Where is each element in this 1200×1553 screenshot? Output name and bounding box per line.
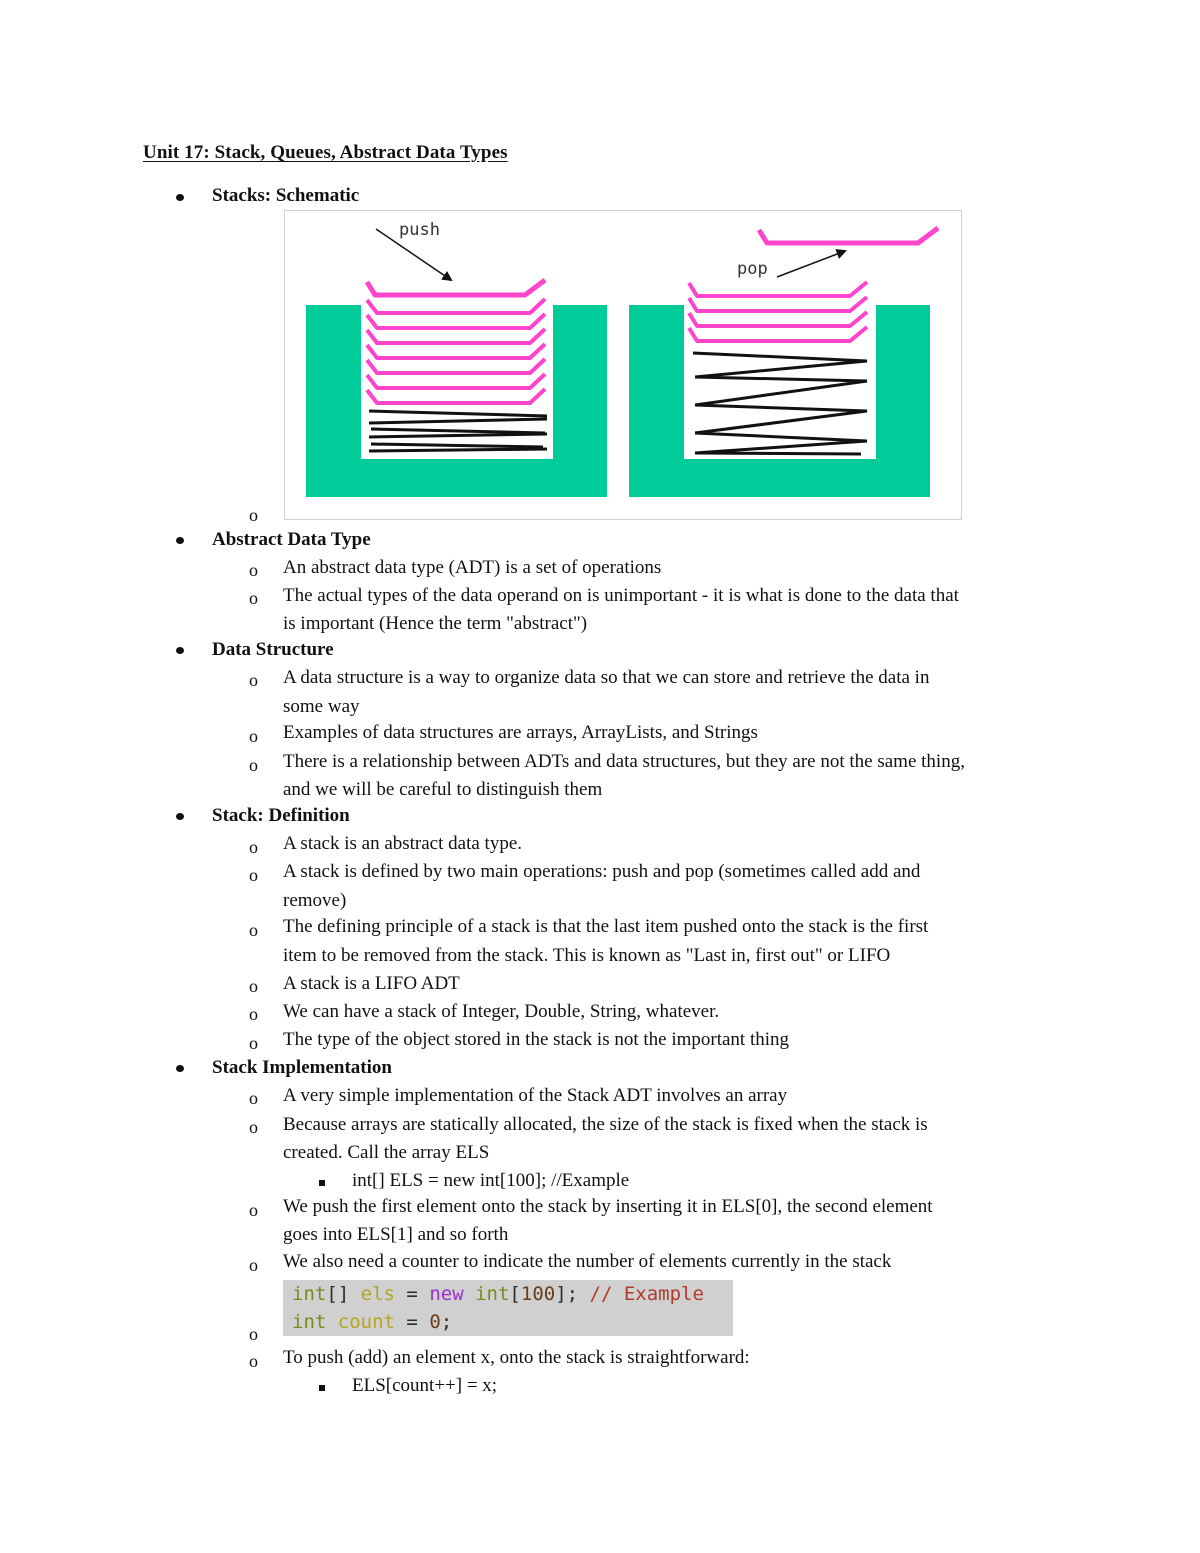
impl-item-3-cont: goes into ELS[1] and so forth [283, 1224, 509, 1245]
bullet-o: o [249, 1324, 258, 1344]
impl-item-5: To push (add) an element x, onto the stack is straightforward: [283, 1347, 750, 1368]
def-item-1: A stack is an abstract data type. [283, 833, 523, 854]
pop-label: pop [737, 259, 768, 279]
stack-schematic-svg [285, 211, 961, 519]
bullet-o: o [249, 588, 258, 608]
impl-item-4: We also need a counter to indicate the number of elements currently in the stack [283, 1251, 892, 1272]
bullet-square [319, 1180, 325, 1186]
section-heading-data-structure: Data Structure [212, 639, 334, 660]
code-block [283, 1280, 733, 1336]
bullet-dot [176, 1065, 184, 1072]
impl-subitem-push: ELS[count++] = x; [352, 1375, 498, 1396]
code-line-2: int count = 0; [292, 1311, 453, 1333]
adt-item-2: The actual types of the data operand on is unimportant - it is what is done to the data that [283, 585, 959, 606]
left-pink-plates [367, 280, 545, 403]
impl-item-2-cont: created. Call the array ELS [283, 1142, 490, 1163]
def-item-3-cont: item to be removed from the stack. This is known as "Last in, first out" or LIFO [283, 945, 891, 966]
def-item-6: The type of the object stored in the stack is not the important thing [283, 1029, 790, 1050]
bullet-o: o [249, 1117, 258, 1137]
bullet-o: o [249, 755, 258, 775]
ds-item-3-cont: and we will be careful to distinguish them [283, 779, 603, 800]
bullet-o: o [249, 560, 258, 580]
bullet-dot [176, 194, 184, 201]
impl-item-1: A very simple implementation of the Stack ADT involves an array [283, 1085, 788, 1106]
bullet-square [319, 1385, 325, 1391]
impl-item-2: Because arrays are statically allocated, the size of the stack is fixed when the stack is [283, 1114, 928, 1135]
bullet-o: o [249, 976, 258, 996]
bullet-o: o [249, 1255, 258, 1275]
page-title: Unit 17: Stack, Queues, Abstract Data Types [143, 142, 508, 163]
def-item-2: A stack is defined by two main operations: push and pop (sometimes called add and [283, 861, 921, 882]
section-heading-stack-definition: Stack: Definition [212, 805, 350, 826]
push-label: push [399, 220, 440, 240]
impl-subitem-code: int[] ELS = new int[100]; //Example [352, 1170, 630, 1191]
right-stack-container [629, 305, 930, 497]
bullet-o: o [249, 505, 258, 525]
bullet-dot [176, 813, 184, 820]
bullet-o: o [249, 865, 258, 885]
bullet-o: o [249, 1088, 258, 1108]
def-item-3: The defining principle of a stack is that the last item pushed onto the stack is the first [283, 916, 929, 937]
bullet-dot [176, 647, 184, 654]
def-item-5: We can have a stack of Integer, Double, String, whatever. [283, 1001, 720, 1022]
stack-schematic-diagram [284, 210, 962, 520]
section-heading-stack-implementation: Stack Implementation [212, 1057, 392, 1078]
bullet-o: o [249, 726, 258, 746]
def-item-2-cont: remove) [283, 890, 347, 911]
left-black-items [369, 411, 547, 451]
bullet-o: o [249, 670, 258, 690]
ds-item-2: Examples of data structures are arrays, ArrayLists, and Strings [283, 722, 758, 743]
section-heading-schematic: Stacks: Schematic [212, 185, 360, 206]
right-black-items [693, 353, 867, 454]
ds-item-1: A data structure is a way to organize data so that we can store and retrieve the data in [283, 667, 930, 688]
def-item-4: A stack is a LIFO ADT [283, 973, 460, 994]
bullet-o: o [249, 1004, 258, 1024]
bullet-dot [176, 537, 184, 544]
adt-item-2-cont: is important (Hence the term "abstract") [283, 613, 588, 634]
impl-item-3: We push the first element onto the stack by inserting it in ELS[0], the second element [283, 1196, 933, 1217]
ds-item-1-cont: some way [283, 696, 360, 717]
adt-item-1: An abstract data type (ADT) is a set of operations [283, 557, 662, 578]
bullet-o: o [249, 920, 258, 940]
bullet-o: o [249, 1033, 258, 1053]
bullet-o: o [249, 1351, 258, 1371]
bullet-o: o [249, 837, 258, 857]
code-line-1: int[] els = new int[100]; // Example [292, 1283, 704, 1305]
section-heading-adt: Abstract Data Type [212, 529, 371, 550]
ds-item-3: There is a relationship between ADTs and data structures, but they are not the same thing, [283, 751, 965, 772]
bullet-o: o [249, 1200, 258, 1220]
